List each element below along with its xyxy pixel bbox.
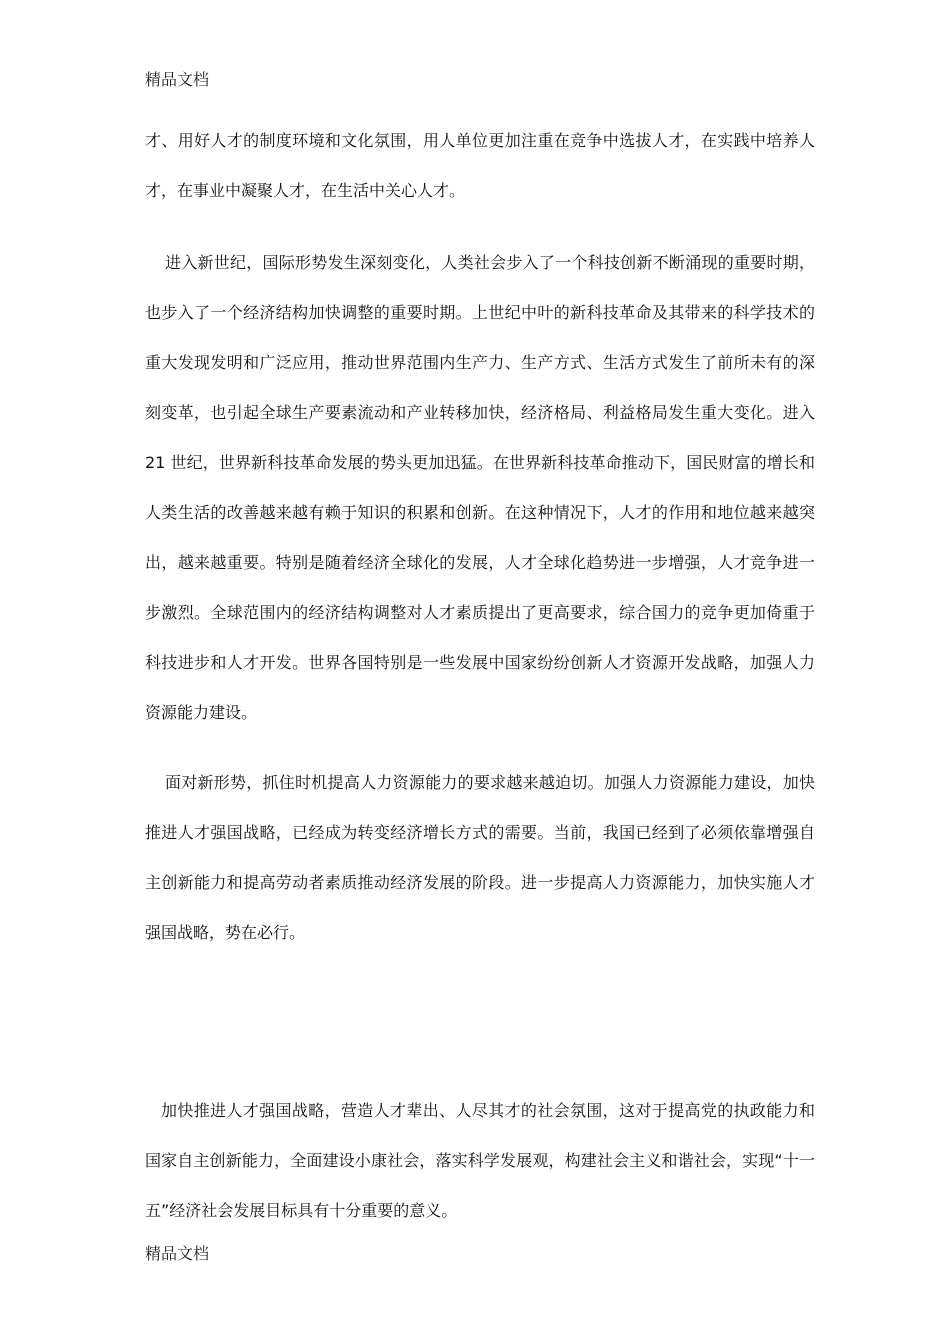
paragraph-3: 面对新形势，抓住时机提高人力资源能力的要求越来越迫切。加强人力资源能力建设，加快推进人才强国战略，已经成为转变经济增长方式的需要。当前，我国已经到了必须依靠增强自主创新能力和提高劳动者素质推动经济发展的阶段。进一步提高人力资源能力，加快实施人才强国战略，势在必行。 — [145, 773, 815, 942]
paragraph-2: 进入新世纪，国际形势发生深刻变化，人类社会步入了一个科技创新不断涌现的重要时期，也步入了一个经济结构加快调整的重要时期。上世纪中叶的新科技革命及其带来的科学技术的重大发现发明和广泛应用，推动世界范围内生产力、生产方式、生活方式发生了前所未有的深刻变革，也引起全球生产要素流动和产业转移加快，经济格局、利益格局发生重大变化。进入 21 世纪，世界新科技革命发展的势头更加迅猛。在世界新科技革命推动下，国民财富的增长和人类生活的改善越来越有赖于知识的积累和创新。在这种情况下，人才的作用和地位越来越突出，越来越重要。特别是随着经济全球化的发展，人才全球化趋势进一步增强，人才竞争进一步激烈。全球范围内的经济结构调整对人才素质提出了更高要求，综合国力的竞争更加倚重于科技进步和人才开发。世界各国特别是一些发展中国家纷纷创新人才资源开发战略，加强人力资源能力建设。 — [145, 253, 815, 722]
paragraph-4: 加快推进人才强国战略，营造人才辈出、人尽其才的社会氛围，这对于提高党的执政能力和国家自主创新能力，全面建设小康社会，落实科学发展观，构建社会主义和谐社会，实现“十一五”经济社会发展目标具有十分重要的意义。 — [145, 1101, 815, 1220]
page-header: 精品文档 — [145, 70, 210, 89]
page-footer: 精品文档 — [145, 1244, 210, 1263]
paragraph-1: 才、用好人才的制度环境和文化氛围，用人单位更加注重在竞争中选拔人才，在实践中培养人才，在事业中凝聚人才，在生活中关心人才。 — [145, 131, 815, 200]
